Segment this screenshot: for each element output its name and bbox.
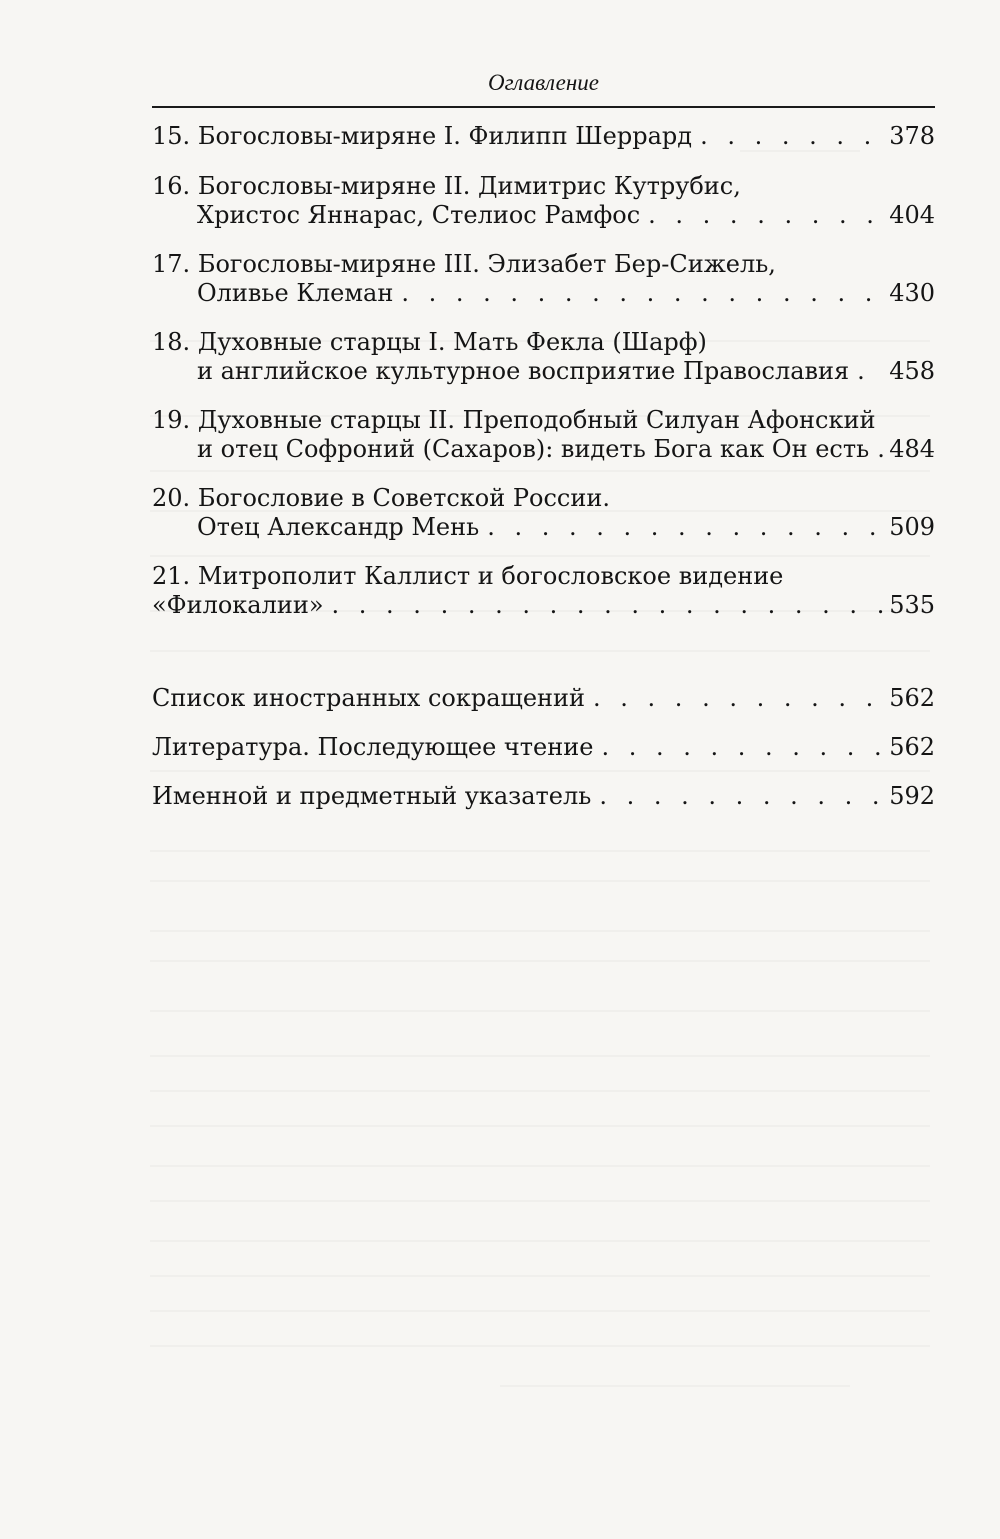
page-number: 404 [889, 201, 935, 229]
chapter-title-continued: Христос Яннарас, Стелиос Рамфос [197, 201, 641, 229]
section-title: Именной и предметный указатель [152, 782, 592, 810]
chapter-title: Митрополит Каллист и богословское видение [197, 562, 784, 590]
chapter-title: Богословы-миряне I. Филипп Шеррард [197, 122, 693, 150]
chapter-number: 18. [152, 328, 191, 356]
chapter-title: Богословие в Советской России. [197, 484, 610, 512]
chapter-title: Духовные старцы II. Преподобный Силуан Афонский [197, 406, 876, 434]
dot-leader [648, 197, 885, 233]
toc-line [152, 431, 935, 467]
toc-line [152, 275, 935, 311]
chapter-title: Богословы-миряне III. Элизабет Бер-Сижель, [197, 250, 776, 278]
dot-leader [857, 353, 885, 389]
section-title: Литература. Последующее чтение [152, 733, 594, 761]
page-number: 562 [889, 733, 935, 761]
chapter-title-continued: «Филокалии» [152, 591, 324, 619]
toc-line [152, 587, 935, 623]
dot-leader [601, 729, 885, 765]
toc-line [152, 778, 935, 814]
toc-line [152, 118, 935, 154]
dot-leader [599, 778, 885, 814]
toc-line [152, 197, 935, 233]
chapter-title: Богословы-миряне II. Димитрис Кутрубис, [197, 172, 741, 200]
chapter-title: Духовные старцы I. Мать Фекла (Шарф) [197, 328, 707, 356]
chapter-title-continued: Отец Александр Мень [197, 513, 480, 541]
dot-leader [332, 587, 886, 623]
chapter-title-continued: Оливье Клеман [197, 279, 394, 307]
section-title: Список иностранных сокращений [152, 684, 586, 712]
toc-line [152, 680, 935, 716]
page-number: 509 [889, 513, 935, 541]
chapter-number: 16. [152, 172, 191, 200]
dot-leader [487, 509, 885, 545]
page-number: 378 [889, 122, 935, 150]
page-number: 562 [889, 684, 935, 712]
chapter-number: 20. [152, 484, 191, 512]
chapter-number: 19. [152, 406, 191, 434]
page-number: 430 [889, 279, 935, 307]
table-of-contents [152, 0, 935, 1539]
dot-leader [401, 275, 885, 311]
chapter-title-continued: и отец Софроний (Сахаров): видеть Бога как Он есть [197, 435, 870, 463]
page-number: 458 [889, 357, 935, 385]
running-head: Оглавление [487, 70, 599, 95]
page-number: 592 [889, 782, 935, 810]
chapter-number: 15. [152, 122, 191, 150]
page-number: 535 [889, 591, 935, 619]
dot-leader [700, 118, 885, 154]
dot-leader [593, 680, 885, 716]
toc-line [152, 509, 935, 545]
toc-line [152, 353, 935, 389]
chapter-number: 21. [152, 562, 191, 590]
toc-line [152, 729, 935, 765]
chapter-title-continued: и английское культурное восприятие Православия [197, 357, 850, 385]
chapter-number: 17. [152, 250, 191, 278]
dot-leader [877, 431, 885, 467]
page-number: 484 [889, 435, 935, 463]
